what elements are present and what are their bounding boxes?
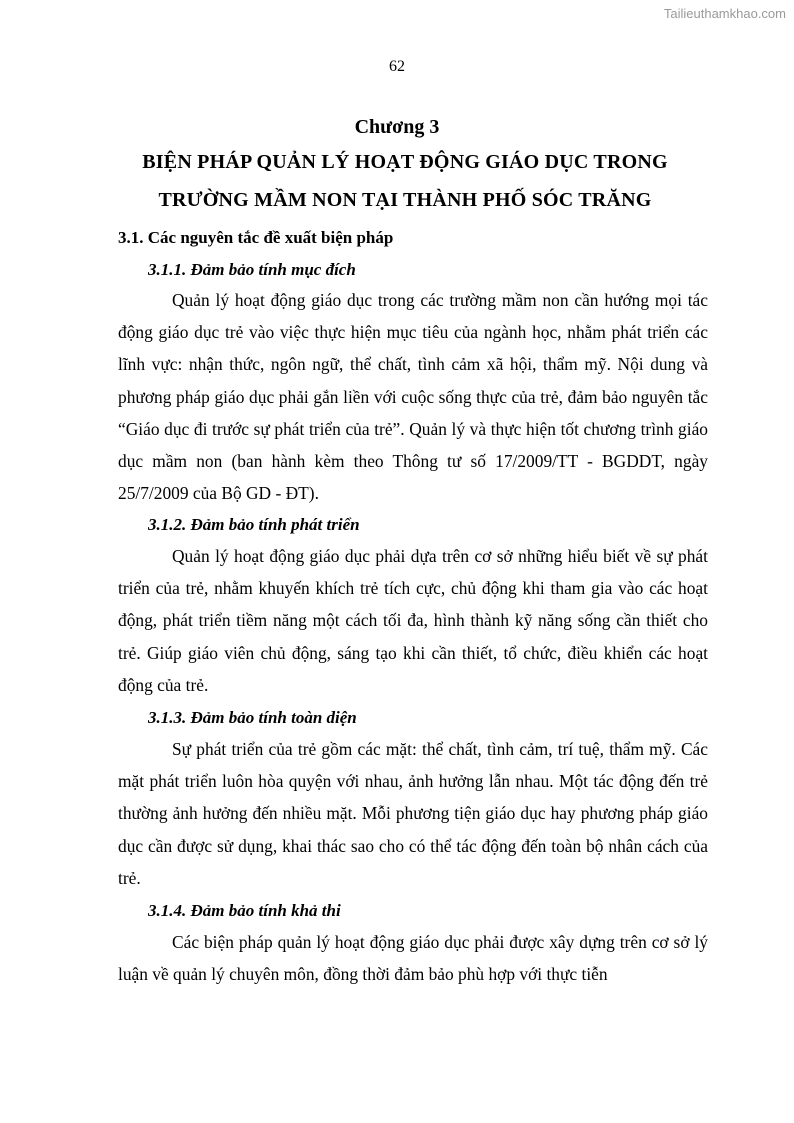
subsection-heading: 3.1.4. Đảm bảo tính khả thi — [148, 901, 341, 920]
paragraph: Các biện pháp quản lý hoạt động giáo dục phải được xây dựng trên cơ sở lý luận về quản lý chuyên môn, đồng thời đảm bảo phù hợp với thực tiễn — [118, 932, 708, 985]
chapter-heading-line-2: TRƯỜNG MẦM NON TẠI THÀNH PHỐ SÓC TRĂNG — [158, 189, 652, 211]
chapter-title: Chương 3 — [354, 116, 440, 138]
paragraph: Sự phát triển của trẻ gồm các mặt: thể chất, tình cảm, trí tuệ, thẩm mỹ. Các mặt phát triển luôn hòa quyện với nhau, ảnh hưởng lẫn nhau. Một tác động đến trẻ thường ảnh hưởng đến nhiều mặt. Mỗi phương tiện giáo dục hay phương pháp giáo dục cần được sử dụng, khai thác sao cho có thể tác động đến toàn bộ nhân cách của trẻ. — [118, 739, 708, 888]
paragraph: Quản lý hoạt động giáo dục trong các trường mầm non cần hướng mọi tác động giáo dục trẻ vào việc thực hiện mục tiêu của ngành học, nhằm phát triển các lĩnh vực: nhận thức, ngôn ngữ, thể chất, tình cảm xã hội, thẩm mỹ. Nội dung và phương pháp giáo dục phải gắn liền với cuộc sống thực của trẻ, đảm bảo nguyên tắc “Giáo dục đi trước sự phát triển của trẻ”. Quản lý và thực hiện tốt chương trình giáo dục mầm non (ban hành kèm theo Thông tư số 17/2009/TT - BGDDT, ngày 25/7/2009 của Bộ GD - ĐT). — [118, 290, 708, 504]
subsection-heading: 3.1.2. Đảm bảo tính phát triển — [148, 515, 360, 534]
paragraph: Quản lý hoạt động giáo dục phải dựa trên cơ sở những hiểu biết về sự phát triển của trẻ, nhằm khuyến khích trẻ tích cực, chủ động khi tham gia vào các hoạt động, phát triển tiềm năng một cách tối đa, hình thành kỹ năng sống cần thiết cho trẻ. Giúp giáo viên chủ động, sáng tạo khi cần thiết, tổ chức, điều khiển các hoạt động của trẻ. — [118, 546, 708, 695]
subsection-heading: 3.1.1. Đảm bảo tính mục đích — [148, 260, 356, 279]
section-heading: 3.1. Các nguyên tắc đề xuất biện pháp — [118, 228, 394, 247]
watermark: Tailieuthamkhao.com — [663, 6, 786, 21]
subsection-heading: 3.1.3. Đảm bảo tính toàn diện — [148, 708, 357, 727]
chapter-heading-line-1: BIỆN PHÁP QUẢN LÝ HOẠT ĐỘNG GIÁO DỤC TRONG — [142, 151, 668, 173]
page-number: 62 — [389, 58, 405, 75]
